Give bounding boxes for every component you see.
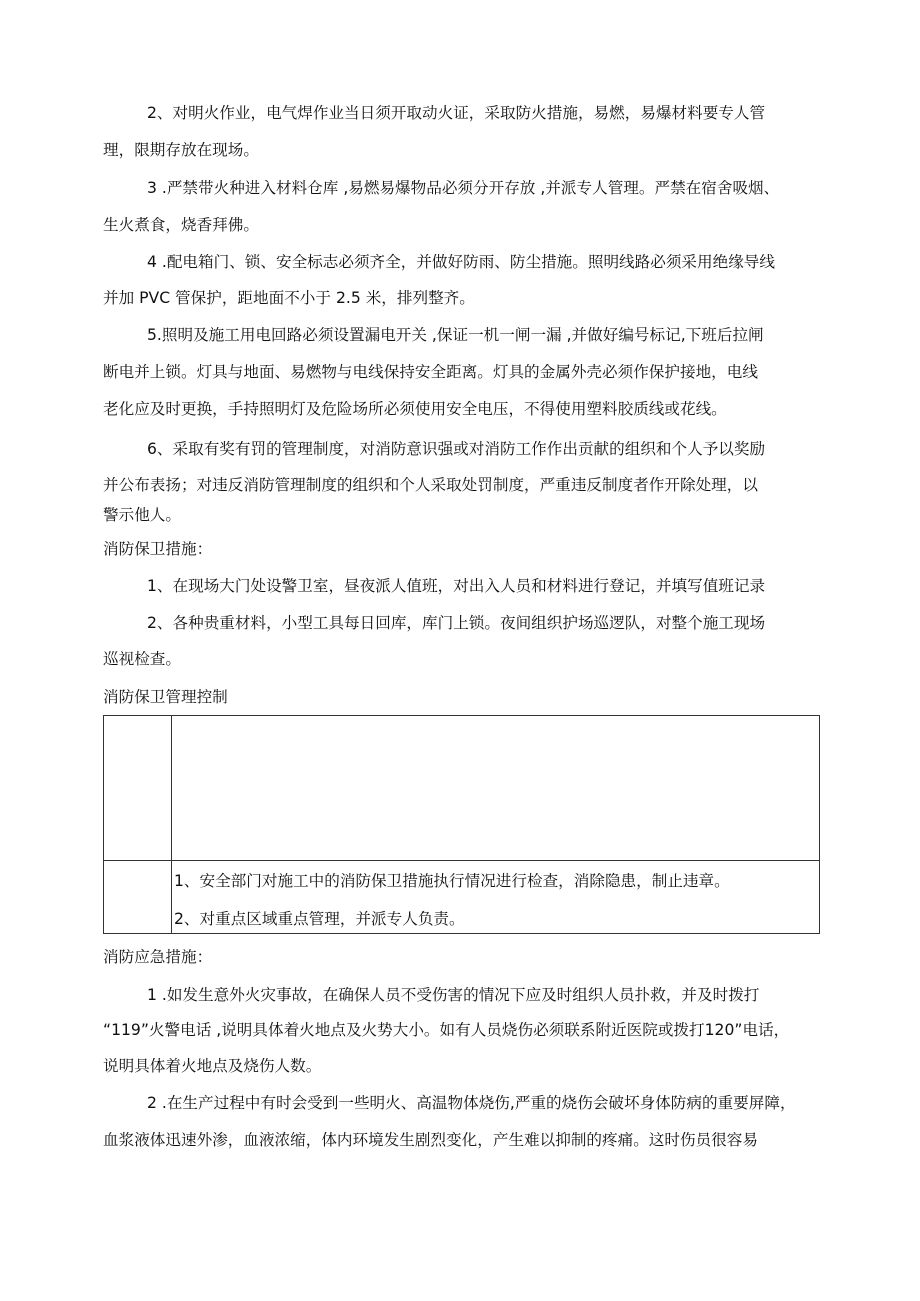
control-table xyxy=(103,715,820,934)
table-divider xyxy=(104,860,819,861)
para-line: 理，限期存放在现场。 xyxy=(103,141,259,159)
table-divider xyxy=(171,716,172,933)
para-line: 5.照明及施工用电回路必须设置漏电开关 ,保证一机一闸一漏 ,并做好编号标记,下班后拉闸 xyxy=(147,326,764,344)
para-line: 并加 PVC 管保护，距地面不小于 2.5 米，排列整齐。 xyxy=(103,289,475,307)
para-line: 1 .如发生意外火灾事故，在确保人员不受伤害的情况下应及时组织人员扑救，并及时拨打 xyxy=(147,986,760,1004)
table-cell-line: 2、对重点区域重点管理，并派专人负责。 xyxy=(174,910,465,928)
para-line: “119”火警电话 ,说明具体着火地点及火势大小。如有人员烧伤必须联系附近医院或拨打120”电话， xyxy=(103,1021,790,1039)
para-line: 血浆液体迅速外渗，血液浓缩，体内环境发生剧烈变化，产生难以抑制的疼痛。这时伤员很容易 xyxy=(103,1131,758,1149)
para-line: 3 .严禁带火种进入材料仓库 ,易燃易爆物品必须分开存放 ,并派专人管理。严禁在宿舍吸烟、 xyxy=(147,179,780,197)
para-line: 6、采取有奖有罚的管理制度，对消防意识强或对消防工作作出贡献的组织和个人予以奖励 xyxy=(147,440,766,458)
para-line: 巡视检查。 xyxy=(103,650,181,668)
para-line: 断电并上锁。灯具与地面、易燃物与电线保持安全距离。灯具的金属外壳必须作保护接地，电线 xyxy=(103,363,758,381)
para-line: 生火煮食，烧香拜佛。 xyxy=(103,216,259,234)
section-heading: 消防保卫管理控制 xyxy=(103,688,228,706)
para-line: 老化应及时更换，手持照明灯及危险场所必须使用安全电压，不得使用塑料胶质线或花线。 xyxy=(103,400,727,418)
para-line: 2 .在生产过程中有时会受到一些明火、高温物体烧伤,严重的烧伤会破坏身体防病的重要屏障， xyxy=(147,1094,796,1112)
table-cell-line: 1、安全部门对施工中的消防保卫措施执行情况进行检查，消除隐患，制止违章。 xyxy=(174,872,730,890)
section-heading: 消防保卫措施： xyxy=(103,540,213,558)
para-line: 警示他人。 xyxy=(103,506,181,524)
para-line: 2、各种贵重材料，小型工具每日回库，库门上锁。夜间组织护场巡逻队，对整个施工现场 xyxy=(147,614,766,632)
section-heading: 消防应急措施： xyxy=(103,948,213,966)
para-line: 并公布表扬；对违反消防管理制度的组织和个人采取处罚制度，严重违反制度者作开除处理，以 xyxy=(103,476,758,494)
para-line: 2、对明火作业，电气焊作业当日须开取动火证，采取防火措施，易燃，易爆材料要专人管 xyxy=(147,104,766,122)
para-line: 4 .配电箱门、锁、安全标志必须齐全，并做好防雨、防尘措施。照明线路必须采用绝缘导线 xyxy=(147,253,775,271)
para-line: 说明具体着火地点及烧伤人数。 xyxy=(103,1057,322,1075)
para-line: 1、在现场大门处设警卫室，昼夜派人值班，对出入人员和材料进行登记，并填写值班记录 xyxy=(147,577,766,595)
